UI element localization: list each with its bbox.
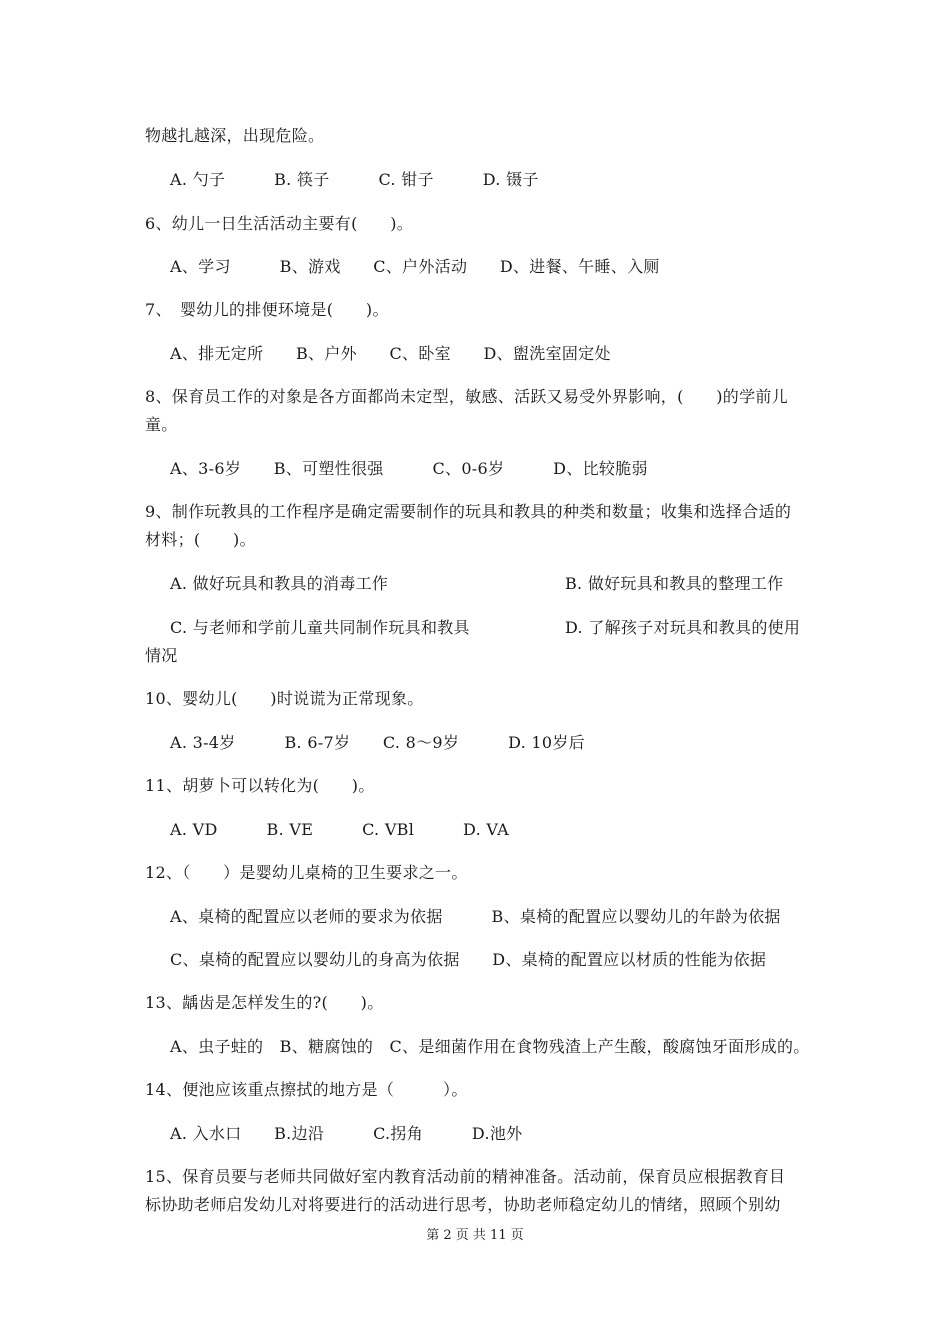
question-9: 9、制作玩教具的工作程序是确定需要制作的玩具和教具的种类和数量；收集和选择合适的	[145, 502, 792, 521]
question-15: 15、保育员要与老师共同做好室内教育活动前的精神准备。活动前，保育员应根据教育目	[145, 1167, 786, 1186]
question-11: 11、胡萝卜可以转化为( )。	[145, 776, 375, 795]
text-line: 物越扎越深，出现危险。	[145, 126, 325, 145]
q11-options: A. VD B. VE C. VBl D. VA	[170, 820, 509, 839]
question-15-cont: 标协助老师启发幼儿对将要进行的活动进行思考，协助老师稳定幼儿的情绪，照顾个别幼	[145, 1195, 781, 1214]
q9-option-c: C. 与老师和学前儿童共同制作玩具和教具	[170, 618, 470, 637]
question-8-cont: 童。	[145, 415, 178, 434]
question-9-cont: 材料；( )。	[145, 530, 256, 549]
q13-options: A、虫子蛀的 B、糖腐蚀的 C、是细菌作用在食物残渣上产生酸，酸腐蚀牙面形成的。	[170, 1037, 810, 1056]
q8-options: A、3-6岁 B、可塑性很强 C、0-6岁 D、比较脆弱	[170, 459, 648, 478]
q7-options: A、排无定所 B、户外 C、卧室 D、盥洗室固定处	[170, 344, 611, 363]
q12-options-cd: C、桌椅的配置应以婴幼儿的身高为依据 D、桌椅的配置应以材质的性能为依据	[170, 950, 767, 969]
page-footer: 第 2 页 共 11 页	[426, 1228, 524, 1243]
q9-option-d-cont: 情况	[145, 646, 178, 665]
q9-option-d: D. 了解孩子对玩具和教具的使用	[565, 618, 801, 637]
question-6: 6、幼儿一日生活活动主要有( )。	[145, 214, 414, 233]
q9-option-b: B. 做好玩具和教具的整理工作	[565, 574, 784, 593]
question-7: 7、 婴幼儿的排便环境是( )。	[145, 300, 389, 319]
q6-options: A、学习 B、游戏 C、户外活动 D、进餐、午睡、入厕	[170, 257, 660, 276]
question-10: 10、婴幼儿( )时说谎为正常现象。	[145, 689, 424, 708]
question-8: 8、保育员工作的对象是各方面都尚未定型，敏感、活跃又易受外界影响，( )的学前儿	[145, 387, 788, 406]
q14-options: A. 入水口 B.边沿 C.拐角 D.池外	[170, 1124, 523, 1143]
q10-options: A. 3-4岁 B. 6-7岁 C. 8～9岁 D. 10岁后	[170, 733, 585, 752]
question-14: 14、便池应该重点擦拭的地方是（ ）。	[145, 1080, 468, 1099]
question-13: 13、龋齿是怎样发生的?( )。	[145, 993, 384, 1012]
question-12: 12、（ ）是婴幼儿桌椅的卫生要求之一。	[145, 863, 468, 882]
q5-options: A. 勺子 B. 筷子 C. 钳子 D. 镊子	[170, 170, 539, 189]
q9-option-a: A. 做好玩具和教具的消毒工作	[170, 574, 389, 593]
q12-options-ab: A、桌椅的配置应以老师的要求为依据 B、桌椅的配置应以婴幼儿的年龄为依据	[170, 907, 781, 926]
